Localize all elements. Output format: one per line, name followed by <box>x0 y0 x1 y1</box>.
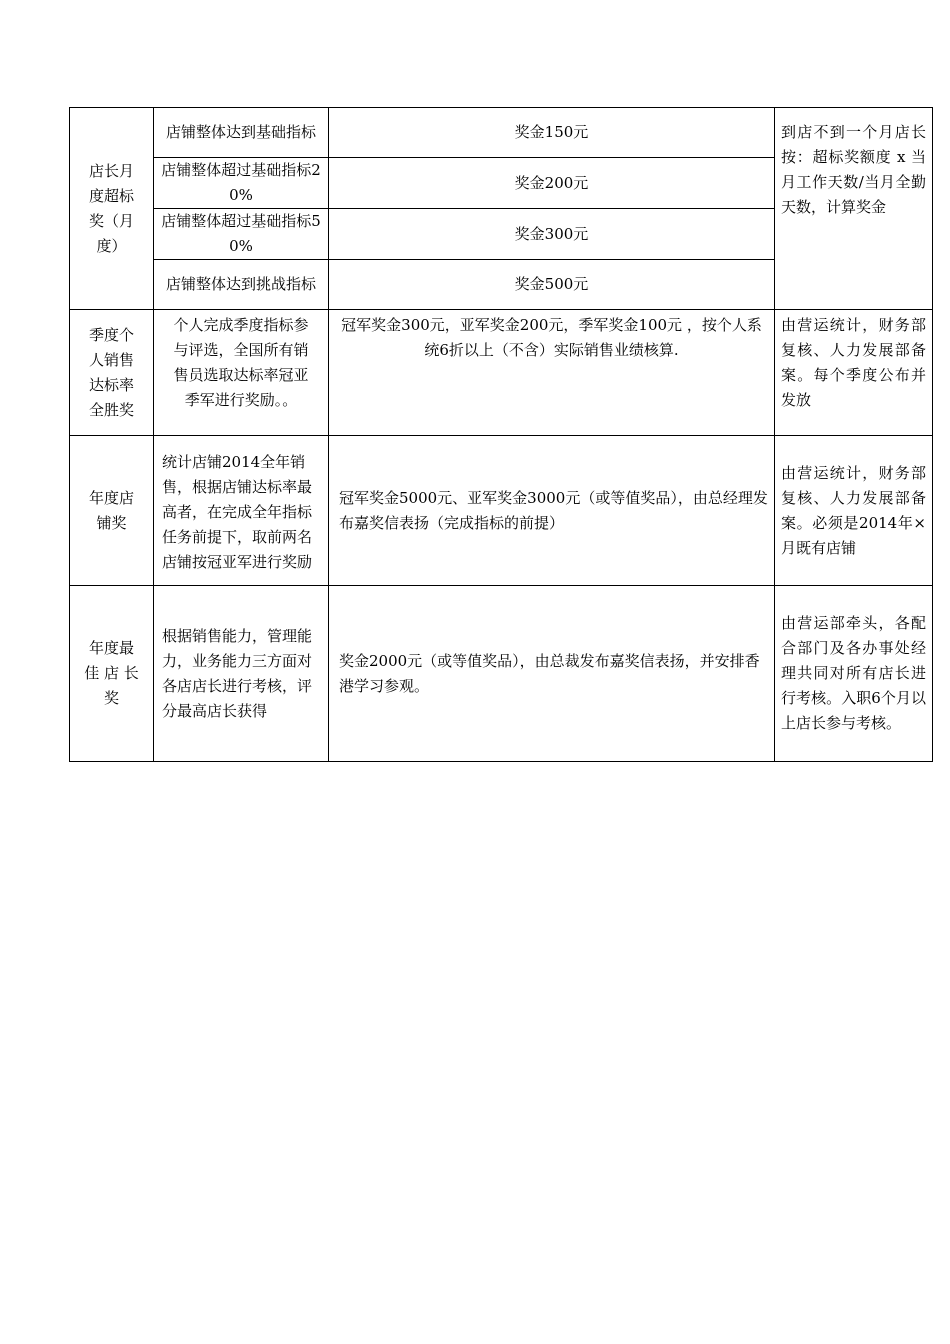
table-row <box>70 310 933 436</box>
amount-cell: 冠军奖金5000元、亚军奖金3000元（或等值奖品），由总经理发布嘉奖信表扬（完成指标的前提） <box>329 436 775 586</box>
reward-name-monthly: 店长月度超标奖（月度） <box>70 108 154 310</box>
amount-cell: 奖金200元 <box>329 158 775 209</box>
note-quarterly: 由营运统计，财务部复核、人力发展部备案。每个季度公布并发放 <box>775 310 933 436</box>
amount-cell: 奖金2000元（或等值奖品），由总裁发布嘉奖信表扬，并安排香港学习参观。 <box>329 586 775 762</box>
table-row <box>70 436 933 586</box>
note-annual-manager: 由营运部牵头，各配合部门及各办事处经理共同对所有店长进行考核。入职6个月以上店长参与考核。 <box>775 586 933 762</box>
note-annual-store: 由营运统计，财务部复核、人力发展部备案。必须是2014年×月既有店铺 <box>775 436 933 586</box>
condition-cell: 店铺整体超过基础指标20% <box>154 158 329 209</box>
amount-cell: 冠军奖金300元，亚军奖金200元，季军奖金100元 ，按个人系统6折以上（不含）实际销售业绩核算. <box>329 310 775 436</box>
condition-cell: 统计店铺2014全年销售，根据店铺达标率最高者，在完成全年指标任务前提下，取前两名店铺按冠亚军进行奖励 <box>154 436 329 586</box>
table-row <box>70 586 933 762</box>
amount-cell: 奖金300元 <box>329 209 775 260</box>
condition-cell: 个人完成季度指标参与评选，全国所有销售员选取达标率冠亚季军进行奖励。。 <box>154 310 329 436</box>
amount-cell: 奖金150元 <box>329 108 775 158</box>
note-monthly: 到店不到一个月店长按：超标奖额度 x 当月工作天数/当月全勤天数，计算奖金 <box>775 108 933 310</box>
condition-cell: 店铺整体达到挑战指标 <box>154 260 329 310</box>
table-row <box>70 108 933 158</box>
condition-cell: 店铺整体超过基础指标50% <box>154 209 329 260</box>
condition-cell: 店铺整体达到基础指标 <box>154 108 329 158</box>
reward-name-annual-manager: 年度最佳 店 长奖 <box>70 586 154 762</box>
reward-table <box>69 107 933 762</box>
reward-name-quarterly: 季度个人销售达标率全胜奖 <box>70 310 154 436</box>
reward-name-annual-store: 年度店铺奖 <box>70 436 154 586</box>
amount-cell: 奖金500元 <box>329 260 775 310</box>
condition-cell: 根据销售能力，管理能力，业务能力三方面对各店店长进行考核，评分最高店长获得 <box>154 586 329 762</box>
